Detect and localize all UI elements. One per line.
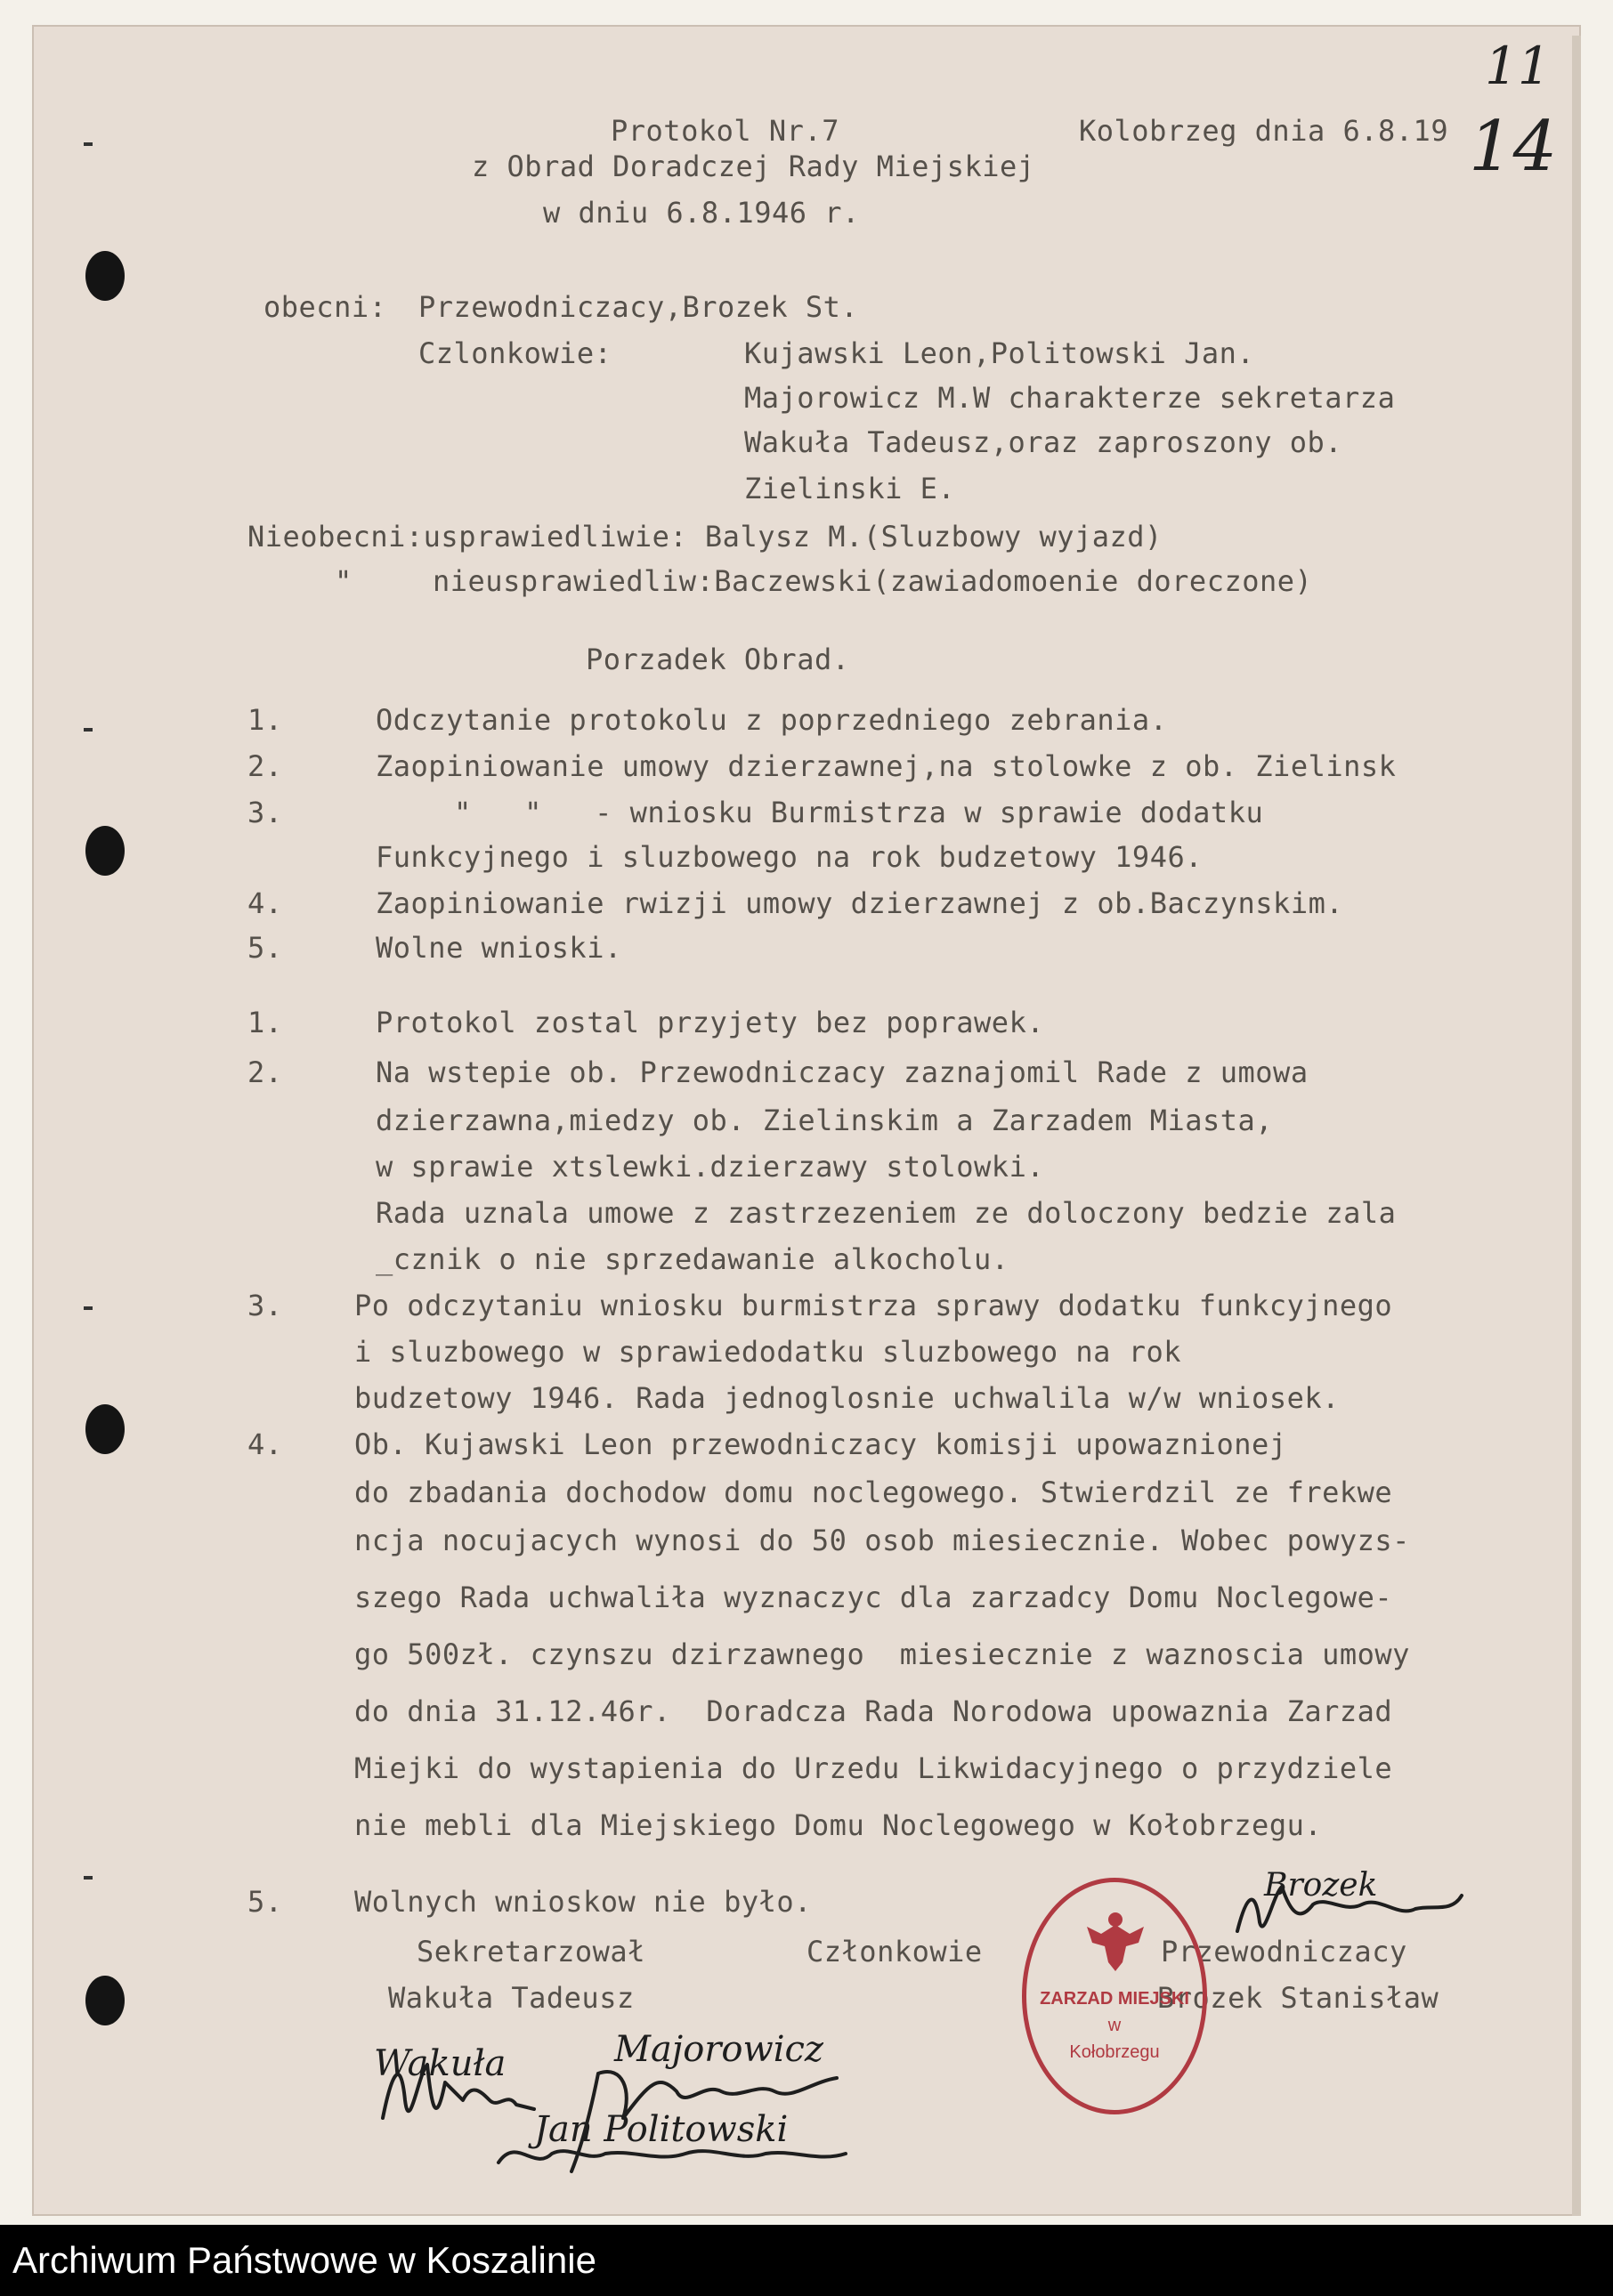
agenda-item-number: 1.: [247, 703, 283, 737]
document-subtitle: z Obrad Doradczej Rady Miejskiej: [472, 150, 1035, 183]
margin-mark: [84, 1876, 93, 1880]
document-title: Protokol Nr.7: [611, 114, 839, 148]
minute-line: Protokol zostal przyjety bez poprawek.: [376, 1006, 1045, 1039]
agenda-heading: Porzadek Obrad.: [586, 643, 850, 676]
members-signature-label: Członkowie: [806, 1935, 983, 1969]
eagle-emblem-icon: [1080, 1907, 1151, 1978]
signature-stroke: [498, 2151, 846, 2163]
absent-excused: Nieobecni:usprawiedliwie: Balysz M.(Sluzbowy wyjazd): [247, 520, 1163, 554]
minute-number: 2.: [247, 1055, 283, 1089]
minute-line: do zbadania dochodow domu noclegowego. Stwierdzil ze frekwe: [354, 1475, 1393, 1509]
present-label: obecni:: [263, 290, 387, 324]
archive-footer-bar: [0, 2225, 1613, 2296]
margin-mark: [84, 1306, 93, 1310]
place-date: Kolobrzeg dnia 6.8.19: [1079, 114, 1449, 148]
secretary-label: Sekretarzował: [417, 1935, 645, 1969]
minute-line: Ob. Kujawski Leon przewodniczacy komisji upowaznionej: [354, 1427, 1287, 1461]
minute-line: Miejki do wystapienia do Urzedu Likwidacyjnego o przydziele: [354, 1751, 1393, 1785]
minute-line: Wolnych wnioskow nie było.: [354, 1885, 812, 1919]
agenda-item-text: Zaopiniowanie umowy dzierzawnej,na stolowke z ob. Zielinsk: [376, 749, 1397, 783]
agenda-item-text: " " - wniosku Burmistrza w sprawie dodatku: [454, 796, 1264, 829]
minute-line: ncja nocujacych wynosi do 50 osob miesiecznie. Wobec powyzs-: [354, 1524, 1410, 1557]
page-edge: [1572, 36, 1581, 2216]
agenda-item-number: 2.: [247, 749, 283, 783]
punch-hole: [85, 826, 125, 876]
archive-name: Archiwum Państwowe w Koszalinie: [12, 2239, 596, 2281]
punch-hole: [85, 1404, 125, 1454]
members-line: Majorowicz M.W charakterze sekretarza: [744, 381, 1396, 415]
meeting-date: w dniu 6.8.1946 r.: [543, 196, 860, 230]
minute-line: szego Rada uchwaliła wyznaczyc dla zarzadcy Domu Noclegowe-: [354, 1581, 1393, 1614]
minute-line: do dnia 31.12.46r. Doradcza Rada Norodowa upowaznia Zarzad: [354, 1694, 1393, 1728]
chair-label: Przewodniczacy: [1161, 1935, 1407, 1969]
handwritten-signature-text: Jan Politowski: [534, 2109, 789, 2150]
minute-line: Rada uznala umowe z zastrzezeniem ze doloczony bedzie zala: [376, 1196, 1397, 1230]
minute-line: w sprawie xtslewki.dzierzawy stolowki.: [376, 1150, 1045, 1184]
municipal-stamp: [1022, 1878, 1207, 2114]
minute-number: 4.: [247, 1427, 283, 1461]
members-label: Czlonkowie:: [418, 336, 612, 370]
minute-line: i sluzbowego w sprawiedodatku sluzbowego na rok: [354, 1335, 1181, 1369]
agenda-item-number: 4.: [247, 886, 283, 920]
margin-mark: [84, 142, 93, 146]
agenda-item-text: Odczytanie protokolu z poprzedniego zebrania.: [376, 703, 1168, 737]
ditto-mark: ": [335, 564, 353, 598]
chair-name: Brozek Stanisław: [1157, 1981, 1439, 2015]
members-line: Kujawski Leon,Politowski Jan.: [744, 336, 1255, 370]
minute-line: Na wstepie ob. Przewodniczacy zaznajomil Rade z umowa: [376, 1055, 1309, 1089]
minute-line: dzierzawna,miedzy ob. Zielinskim a Zarzadem Miasta,: [376, 1104, 1274, 1137]
minute-line: _cznik o nie sprzedawanie alkocholu.: [376, 1242, 1009, 1276]
minute-number: 1.: [247, 1006, 283, 1039]
page-number-top: 11: [1485, 36, 1551, 96]
minute-line: nie mebli dla Miejskiego Domu Noclegowego w Kołobrzegu.: [354, 1808, 1323, 1842]
agenda-item-number: 3.: [247, 796, 283, 829]
members-line: Wakuła Tadeusz,oraz zaproszony ob.: [744, 425, 1343, 459]
minute-line: budzetowy 1946. Rada jednoglosnie uchwalila w/w wniosek.: [354, 1381, 1340, 1415]
agenda-item-text: Zaopiniowanie rwizji umowy dzierzawnej z ob.Baczynskim.: [376, 886, 1344, 920]
agenda-item-text: Funkcyjnego i sluzbowego na rok budzetowy 1946.: [376, 840, 1203, 874]
secretary-name: Wakuła Tadeusz: [388, 1981, 635, 2015]
minute-number: 3.: [247, 1289, 283, 1322]
minute-line: go 500zł. czynszu dzirzawnego miesiecznie z waznoscia umowy: [354, 1637, 1410, 1671]
margin-mark: [84, 728, 93, 732]
punch-hole: [85, 1976, 125, 2025]
members-line: Zielinski E.: [744, 472, 956, 505]
agenda-item-number: 5.: [247, 931, 283, 965]
minute-line: Po odczytaniu wniosku burmistrza sprawy dodatku funkcyjnego: [354, 1289, 1393, 1322]
stamp-text: Kołobrzegu: [1069, 2042, 1160, 2062]
punch-hole: [85, 251, 125, 301]
minute-number: 5.: [247, 1885, 283, 1919]
stamp-text: w: [1107, 2016, 1122, 2035]
chair-present: Przewodniczacy,Brozek St.: [418, 290, 859, 324]
stamp-text: ZARZAD MIEJSKI: [1040, 1989, 1189, 2009]
page-number-second: 14: [1469, 107, 1558, 187]
handwritten-signature-text: Majorowicz: [614, 2029, 823, 2070]
agenda-item-text: Wolne wnioski.: [376, 931, 622, 965]
handwritten-signature-text: Brozek: [1264, 1867, 1378, 1904]
handwritten-signature-text: Wakuła: [374, 2043, 507, 2084]
absent-unexcused: nieusprawiedliw:Baczewski(zawiadomoenie doreczone): [433, 564, 1313, 598]
